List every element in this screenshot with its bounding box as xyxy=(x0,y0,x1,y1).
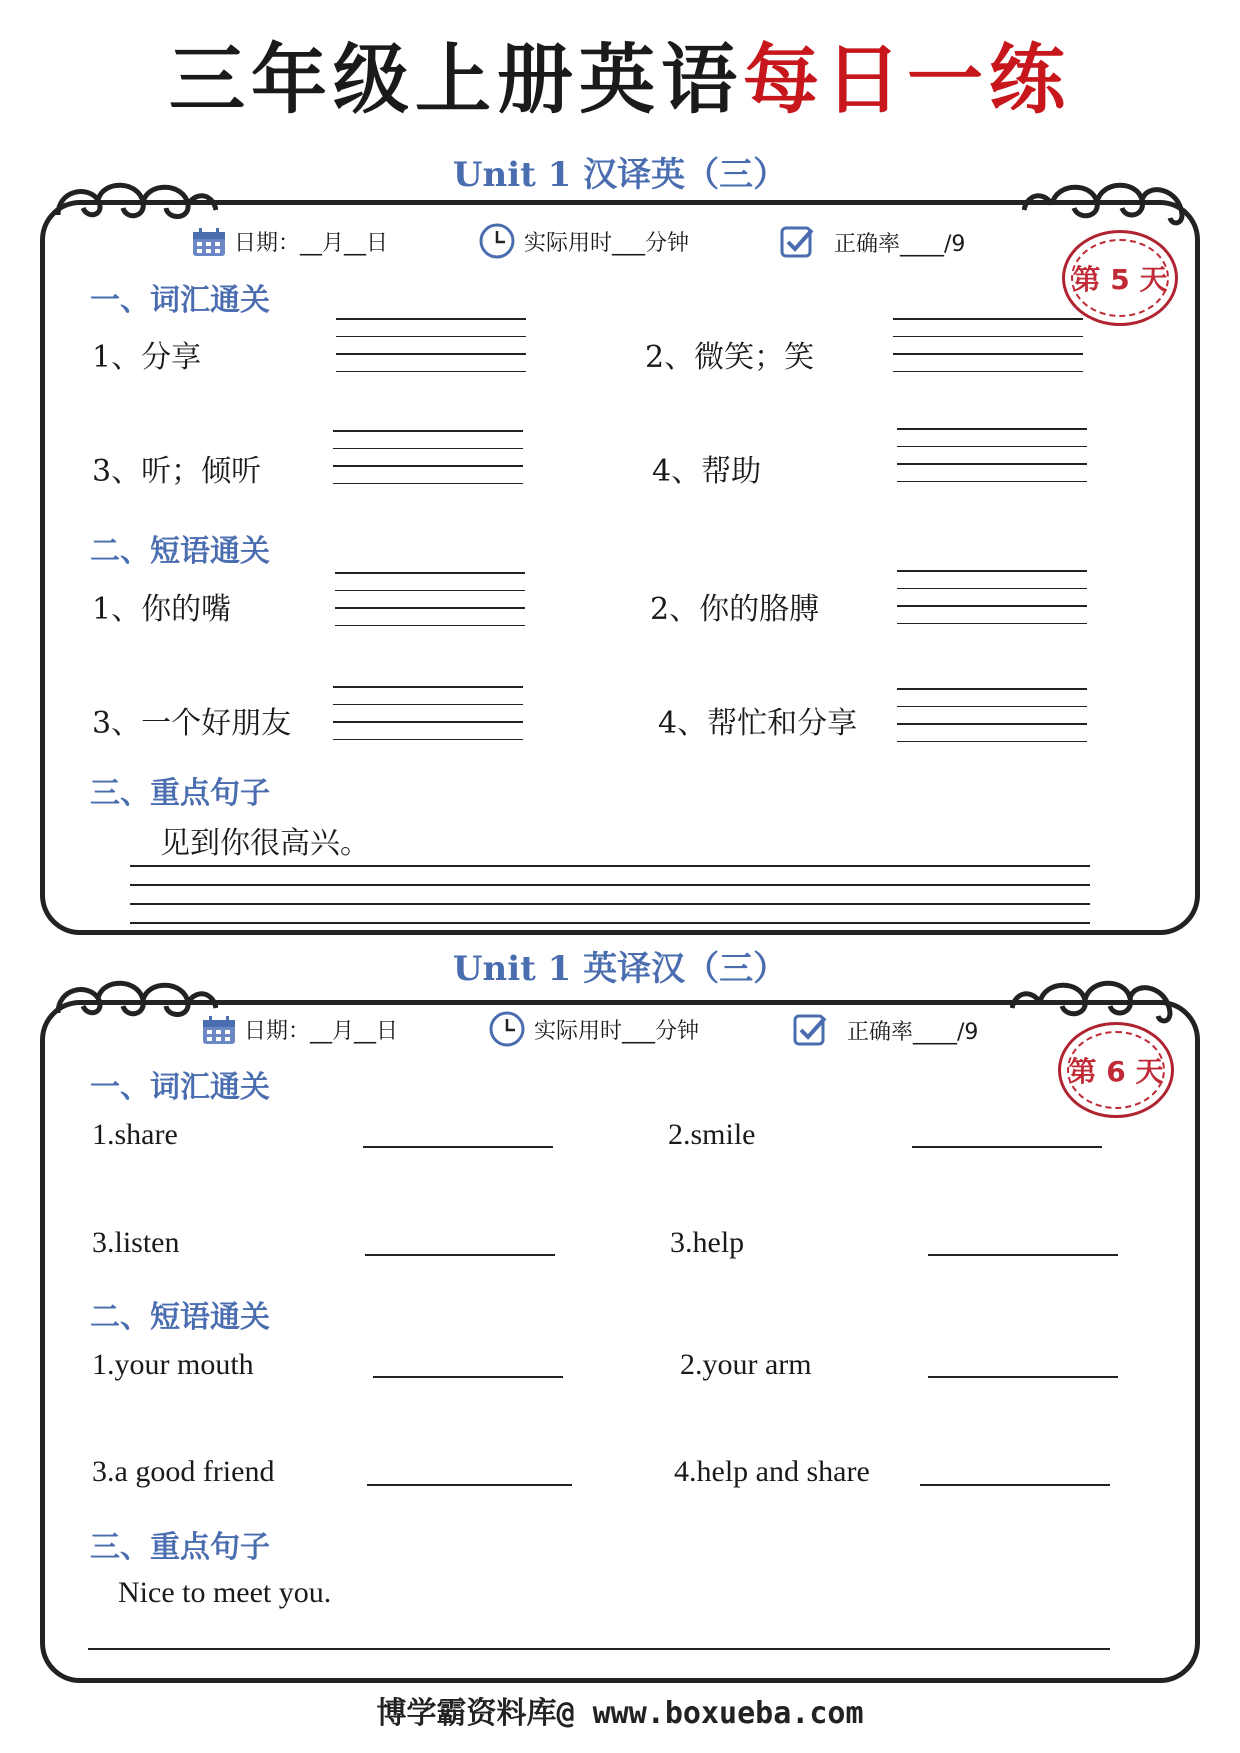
day-stamp-6: 第 6 天 xyxy=(1058,1022,1174,1118)
sentence-line[interactable] xyxy=(130,903,1090,905)
answer-line[interactable] xyxy=(367,1484,572,1486)
time-label: 实际用时___分钟 xyxy=(534,1018,700,1044)
panel1-section-phrases: 二、短语通关 xyxy=(90,534,270,569)
sentence-line[interactable] xyxy=(130,922,1090,924)
sentence-line[interactable] xyxy=(88,1648,1110,1650)
answer-line[interactable] xyxy=(365,1254,555,1256)
answer-line[interactable] xyxy=(373,1376,563,1378)
key-sentence: Nice to meet you. xyxy=(118,1576,332,1609)
date-label: 日期：__月__日 xyxy=(244,1019,399,1044)
phrase-item: 3、一个好朋友 xyxy=(92,706,292,741)
scroll-curl-left-2 xyxy=(48,968,218,1028)
panel1-section-vocab: 一、词汇通关 xyxy=(90,283,270,318)
answer-line[interactable] xyxy=(920,1484,1110,1486)
day-stamp-5: 第 5 天 xyxy=(1062,230,1178,326)
footer-watermark: 博学霸资料库@ www.boxueba.com xyxy=(376,1696,864,1731)
answer-line[interactable] xyxy=(928,1254,1118,1256)
check-icon xyxy=(793,1012,829,1048)
date-field[interactable] xyxy=(192,226,388,257)
vocab-item: 3、听；倾听 xyxy=(92,454,262,489)
answer-line[interactable] xyxy=(912,1146,1102,1148)
title-black: 三年级上册英语 xyxy=(169,35,743,124)
accuracy-field[interactable] xyxy=(793,1012,978,1048)
accuracy-field[interactable] xyxy=(780,224,965,260)
panel2-unit-title: Unit 1 英译汉（三） xyxy=(452,949,788,989)
answer-line[interactable] xyxy=(363,1146,553,1148)
vocab-item: 2、微笑；笑 xyxy=(645,340,815,375)
check-icon xyxy=(780,224,816,260)
time-field[interactable] xyxy=(488,1010,699,1048)
answer-lines[interactable] xyxy=(333,686,523,742)
answer-line[interactable] xyxy=(928,1376,1118,1378)
scroll-curl-right-1 xyxy=(1022,170,1192,230)
answer-lines[interactable] xyxy=(336,318,526,374)
phrase-item: 1、你的嘴 xyxy=(92,592,232,627)
panel1-unit-title: Unit 1 汉译英（三） xyxy=(452,155,788,195)
vocab-item: 1.share xyxy=(92,1118,178,1151)
answer-lines[interactable] xyxy=(897,570,1087,626)
answer-lines[interactable] xyxy=(897,688,1087,744)
phrase-item: 4、帮忙和分享 xyxy=(658,706,858,741)
phrase-item: 2、你的胳膊 xyxy=(650,592,820,627)
phrase-item: 2.your arm xyxy=(680,1348,812,1381)
sentence-line[interactable] xyxy=(130,865,1090,867)
scroll-curl-left-1 xyxy=(48,170,218,230)
panel2-section-vocab: 一、词汇通关 xyxy=(90,1070,270,1105)
calendar-icon xyxy=(192,227,226,257)
time-field[interactable] xyxy=(478,222,689,260)
scroll-curl-right-2 xyxy=(1010,968,1180,1028)
date-field[interactable] xyxy=(202,1014,398,1045)
clock-icon xyxy=(488,1010,526,1048)
page-title xyxy=(0,35,1240,124)
answer-lines[interactable] xyxy=(893,318,1083,374)
answer-lines[interactable] xyxy=(335,572,525,628)
phrase-item: 3.a good friend xyxy=(92,1455,275,1488)
vocab-item: 2.smile xyxy=(668,1118,756,1151)
panel2-section-phrases: 二、短语通关 xyxy=(90,1300,270,1335)
vocab-item: 4、帮助 xyxy=(652,454,762,489)
key-sentence: 见到你很高兴。 xyxy=(160,826,370,861)
phrase-item: 4.help and share xyxy=(674,1455,870,1488)
accuracy-label: 正确率____/9 xyxy=(847,1019,979,1045)
clock-icon xyxy=(478,222,516,260)
answer-lines[interactable] xyxy=(897,428,1087,484)
sentence-line[interactable] xyxy=(130,884,1090,886)
date-label: 日期：__月__日 xyxy=(234,231,389,256)
vocab-item: 3.help xyxy=(670,1226,745,1259)
vocab-item: 1、分享 xyxy=(92,340,202,375)
answer-lines[interactable] xyxy=(333,430,523,486)
panel2-section-sentence: 三、重点句子 xyxy=(90,1530,270,1565)
vocab-item: 3.listen xyxy=(92,1226,180,1259)
time-label: 实际用时___分钟 xyxy=(524,230,690,256)
accuracy-label: 正确率____/9 xyxy=(834,231,966,257)
panel1-section-sentence: 三、重点句子 xyxy=(90,776,270,811)
phrase-item: 1.your mouth xyxy=(92,1348,254,1381)
calendar-icon xyxy=(202,1015,236,1045)
title-red: 每日一练 xyxy=(743,35,1071,124)
